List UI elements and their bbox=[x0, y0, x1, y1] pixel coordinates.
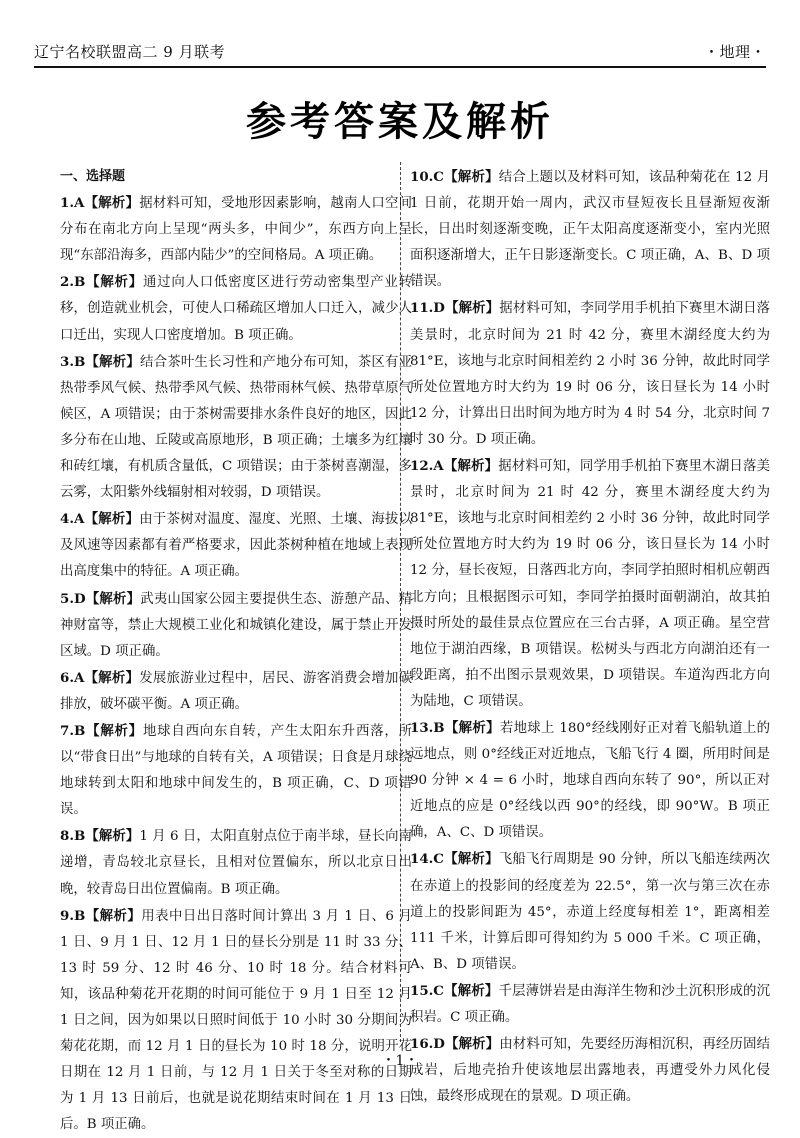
analysis-text: 用表中日出日落时间计算出 3 月 1 日、6 月 1 日、9 月 1 日、12 月 1 日的昼长分别是 11 时 33 分、13 时 59 分、12 时 46 分、10 时 18 分。结合材料可知，该品种菊花开花期的时间可能位于 9 月 1 日至 12 月 1 日之间，因为如果以日照时间低于 10 小时 30 分期间为菊花花期，而 12 月 1 日的昼长为 10 时 18 分，说明开花日期在 12 月 1 日前，与 12 月 1 日关于冬至对称的日期为 1 月 13 日前后，也就是说花期结束时间在 1 月 13 日后。B 项正确。 bbox=[60, 908, 412, 1133]
answer-number: 16.D bbox=[410, 1036, 445, 1053]
analysis-text: 由材料可知，先要经历海相沉积，再经历固结成岩，后地壳抬升使该地层出露地表，再遭受外力风化侵蚀，最终形成现在的景观。D 项正确。 bbox=[410, 1037, 771, 1105]
analysis-text: 据材料可知，李同学用手机拍下赛里木湖日落美景时，北京时间为 21 时 42 分，赛里木湖经度大约为 81°E，该地与北京时间相差约 2 小时 36 分钟，故此时同学所处位置地方时大约为 19 时 06 分，该日昼长为 14 小时 12 分，计算出日出时间为地方时为 4 时 54 分，北京时间 7 时 30 分。D 项正确。 bbox=[410, 301, 771, 447]
answer-number: 9.B bbox=[60, 907, 86, 924]
analysis-tag: 【解析】 bbox=[443, 983, 499, 999]
analysis-text: 据材料可知，同学用手机拍下赛里木湖日落美景时，北京时间为 21 时 42 分，赛里木湖经度大约为 81°E，该地与北京时间相差约 2 小时 36 分钟，故此时同学所处位置地方时大约为 19 时 06 分，该日昼长为 14 小时 12 分，昼长夜短，日落西北方向，李同学拍照时相机应朝西北方向；且根据图示可知，李同学拍摄时面朝湖泊，故其拍摄时所处的最佳景点位置应在三台古驿，A 项正确。星空营地位于湖泊西缘，B 项错误。松树头与西北方向湖泊还有一段距离，拍不出图示景观效果，D 项错误。车道沟西北方向为陆地，C 项错误。 bbox=[410, 459, 771, 709]
answer-number: 15.C bbox=[410, 982, 444, 999]
section-title: 一、选择题 bbox=[60, 169, 126, 184]
analysis-tag: 【解析】 bbox=[85, 723, 143, 739]
answer-item bbox=[410, 846, 770, 977]
analysis-tag: 【解析】 bbox=[444, 1037, 500, 1053]
answer-item bbox=[60, 665, 412, 718]
answer-item bbox=[60, 190, 412, 269]
answer-number: 5.D bbox=[60, 590, 86, 607]
page-header bbox=[34, 36, 766, 68]
analysis-tag: 【解析】 bbox=[85, 354, 140, 370]
answer-number: 2.B bbox=[60, 274, 86, 291]
analysis-tag: 【解析】 bbox=[85, 829, 140, 845]
analysis-tag: 【解析】 bbox=[443, 852, 499, 868]
page-title: 参考答案及解析 bbox=[246, 99, 554, 145]
analysis-text: 若地球上 180°经线刚好正对着飞船轨道上的远地点，则 0°经线正对近地点，飞船飞行 4 圈，所用时间是 90 分钟 × 4 = 6 小时，地球自西向东转了 90°，所以正对近地点的应是 0°经线以西 90°的经线，即 90°W。B 项正确，A、C、D 项错误。 bbox=[410, 720, 771, 841]
subject-label: ・地理・ bbox=[703, 43, 766, 61]
answer-item bbox=[410, 164, 770, 295]
answer-number: 12.A bbox=[410, 458, 444, 475]
right-column bbox=[410, 164, 770, 1110]
analysis-text: 武夷山国家公园主要提供生态、游憩产品、精神财富等，禁止大规模工业化和城镇化建设，属于禁止开发区域。D 项正确。 bbox=[60, 591, 413, 659]
analysis-text: 飞船飞行周期是 90 分钟，所以飞船连续两次在赤道上的投影间的经度差为 22.5°，第一次与第三次在赤道上的投影间距为 45°，赤道上经度每相差 1°，距离相差 111 千米，计算后即可得知约为 5 000 千米。C 项正确，A、B、D 项错误。 bbox=[410, 852, 770, 972]
analysis-tag: 【解析】 bbox=[84, 670, 140, 686]
answer-item bbox=[410, 1031, 770, 1110]
answer-number: 1.A bbox=[60, 195, 85, 212]
answer-item bbox=[410, 295, 770, 453]
answer-number: 4.A bbox=[60, 511, 85, 528]
answer-item bbox=[410, 453, 770, 715]
analysis-text: 由于茶树对温度、湿度、光照、土壤、海拔以及风速等因素都有着严格要求，因此茶树种植在地域上表现出高度集中的特征。A 项正确。 bbox=[60, 512, 413, 580]
answer-item bbox=[60, 269, 412, 348]
left-column bbox=[60, 164, 412, 1138]
answer-item bbox=[60, 586, 412, 665]
answer-item bbox=[60, 349, 412, 507]
answer-number: 10.C bbox=[410, 169, 444, 185]
analysis-tag: 【解析】 bbox=[85, 908, 142, 924]
analysis-tag: 【解析】 bbox=[444, 720, 500, 736]
analysis-text: 地球自西向东自转，产生太阳东升西落，所以“带食日出”与地球的自转有关，A 项错误；日食是月球绕地球转到太阳和地球中间发生的，B 项正确，C、D 项错误。 bbox=[60, 723, 413, 818]
analysis-text: 据材料可知，受地形因素影响，越南人口空间分布在南北方向上呈现“两头多，中间少”，东西方向上呈现“东部沿海多，西部内陆少”的空间格局。A 项正确。 bbox=[60, 196, 413, 264]
answer-number: 6.A bbox=[60, 669, 85, 686]
analysis-text: 结合上题以及材料可知，该品种菊花在 12 月 1 日前，花期开始一周内，武汉市昼短夜长且昼渐短夜渐长，日出时刻逐渐变晚，正午太阳高度逐渐变小，室内光照面积逐渐增大，正午日影逐渐变长。C 项正确，A、B、D 项错误。 bbox=[410, 170, 770, 290]
analysis-text: 结合茶叶生长习性和产地分布可知，茶区有亚热带季风气候、热带季风气候、热带雨林气候、热带草原气候区，A 项错误；由于茶树需要排水条件良好的地区，因此多分布在山地、丘陵或高原地形，B 项正确；土壤多为红壤和砖红壤，有机质含量低，C 项错误；由于茶树喜潮湿，多云雾，太阳紫外线辐射相对较弱，D 项错误。 bbox=[60, 354, 413, 501]
analysis-tag: 【解析】 bbox=[85, 591, 141, 607]
analysis-tag: 【解析】 bbox=[443, 170, 499, 185]
answer-number: 7.B bbox=[60, 722, 86, 739]
answer-item bbox=[60, 903, 412, 1138]
analysis-text: 发展旅游业过程中，居民、游客消费会增加碳排放，破坏碳平衡。A 项正确。 bbox=[60, 670, 413, 712]
answer-number: 11.D bbox=[410, 300, 445, 317]
answer-item bbox=[60, 823, 412, 902]
answer-item bbox=[410, 715, 770, 846]
analysis-tag: 【解析】 bbox=[84, 196, 140, 212]
answer-number: 8.B bbox=[60, 828, 86, 845]
answer-item bbox=[410, 978, 770, 1031]
analysis-tag: 【解析】 bbox=[85, 275, 143, 291]
analysis-text: 千层薄饼岩是由海洋生物和沙土沉积形成的沉积岩。C 项正确。 bbox=[410, 983, 771, 1025]
analysis-text: 通过向人口低密度区进行劳动密集型产业转移，创造就业机会，可使人口稀疏区增加人口迁入，减少人口迁出，实现人口密度增加。B 项正确。 bbox=[60, 275, 413, 343]
answer-item bbox=[60, 718, 412, 823]
exam-name: 辽宁名校联盟高二 9 月联考 bbox=[34, 43, 226, 61]
analysis-tag: 【解析】 bbox=[443, 459, 499, 475]
answer-number: 3.B bbox=[60, 353, 86, 370]
page-number: ・1・ bbox=[381, 1053, 419, 1069]
answer-number: 14.C bbox=[410, 851, 444, 868]
analysis-tag: 【解析】 bbox=[444, 301, 500, 317]
analysis-text: 1 月 6 日，太阳直射点位于南半球，昼长向南递增，青岛较北京昼长，且相对位置偏东，所以北京日出晚，较青岛日出位置偏南。B 项正确。 bbox=[60, 829, 413, 897]
analysis-tag: 【解析】 bbox=[84, 512, 140, 528]
answer-number: 13.B bbox=[410, 719, 445, 736]
answer-item bbox=[60, 506, 412, 585]
